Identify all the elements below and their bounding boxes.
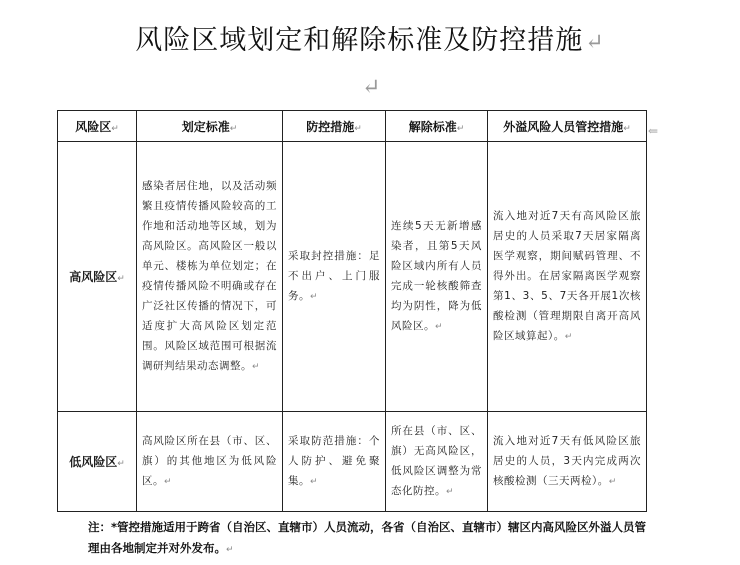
measures-cell: 采取封控措施：足不出户、上门服务。↵ [283,142,386,412]
criteria-cell: 高风险区所在县（市、区、旗）的其他地区为低风险区。↵ [137,412,283,512]
cell-mark-icon: ↵ [164,477,173,487]
criteria-cell: 感染者居住地，以及活动频繁且疫情传播风险较高的工作地和活动地等区域，划为高风险区。高风险区一般以单元、楼栋为单位划定；在疫情传播风险不明确或存在广泛社区传播的情况下，可适度扩大高风险区划定范围。风险区域范围可根据流调研判结果动态调整。↵ [137,142,283,412]
cell-mark-icon: ↵ [354,123,362,134]
cell-mark-icon: ↵ [117,459,125,469]
zone-cell: 低风险区↵ [58,412,137,512]
table-header-row [58,111,647,142]
footnote: 注：*管控措施适用于跨省（自治区、直辖市）人员流动，各省（自治区、直辖市）辖区内高风险区外溢人员管理由各地制定并对外发布。↵ [88,520,647,555]
zone-cell: 高风险区↵ [58,142,137,412]
cell-mark-icon: ↵ [310,477,319,487]
paragraph-mark-icon: ↵ [362,75,381,100]
spillover-cell: 流入地对近7天有高风险区旅居史的人员采取7天居家隔离医学观察，期间赋码管理、不得外出。在居家隔离医学观察第1、3、5、7天各开展1次核酸检测（管理期限自离开高风险区域算起）。↵ [488,142,647,412]
table-row [58,412,647,512]
paragraph-mark-icon: ↵ [226,545,234,555]
cell-mark-icon: ↵ [446,487,455,497]
cell-mark-icon: ↵ [435,322,444,332]
measures-cell: 采取防范措施：个人防护、避免聚集。↵ [283,412,386,512]
cell-mark-icon: ↵ [456,123,465,134]
paragraph-mark-icon: ↵ [585,30,605,55]
risk-zone-table [57,110,647,512]
header-criteria: 划定标准↵ [137,111,283,142]
document-title: 风险区域划定和解除标准及防控措施↵ [135,25,605,56]
header-release: 解除标准↵ [386,111,488,142]
header-zone: 风险区↵ [58,111,137,142]
release-cell: 所在县（市、区、旗）无高风险区，低风险区调整为常态化防控。↵ [386,412,488,512]
cell-mark-icon: ↵ [623,123,631,134]
row-end-mark-icon: ⇐ [648,124,659,138]
cell-mark-icon: ↵ [229,123,238,134]
cell-mark-icon: ↵ [111,123,119,134]
header-measures: 防控措施↵ [283,111,386,142]
cell-mark-icon: ↵ [252,362,261,372]
cell-mark-icon: ↵ [564,332,573,342]
cell-mark-icon: ↵ [310,292,319,302]
header-spillover: 外溢风险人员管控措施↵ [488,111,647,142]
table-row [58,142,647,412]
cell-mark-icon: ↵ [608,477,617,487]
release-cell: 连续5天无新增感染者，且第5天风险区域内所有人员完成一轮核酸筛查均为阴性，降为低风险区。↵ [386,142,488,412]
spillover-cell: 流入地对近7天有低风险区旅居史的人员，3天内完成两次核酸检测（三天两检）。↵ [488,412,647,512]
cell-mark-icon: ↵ [117,274,125,284]
